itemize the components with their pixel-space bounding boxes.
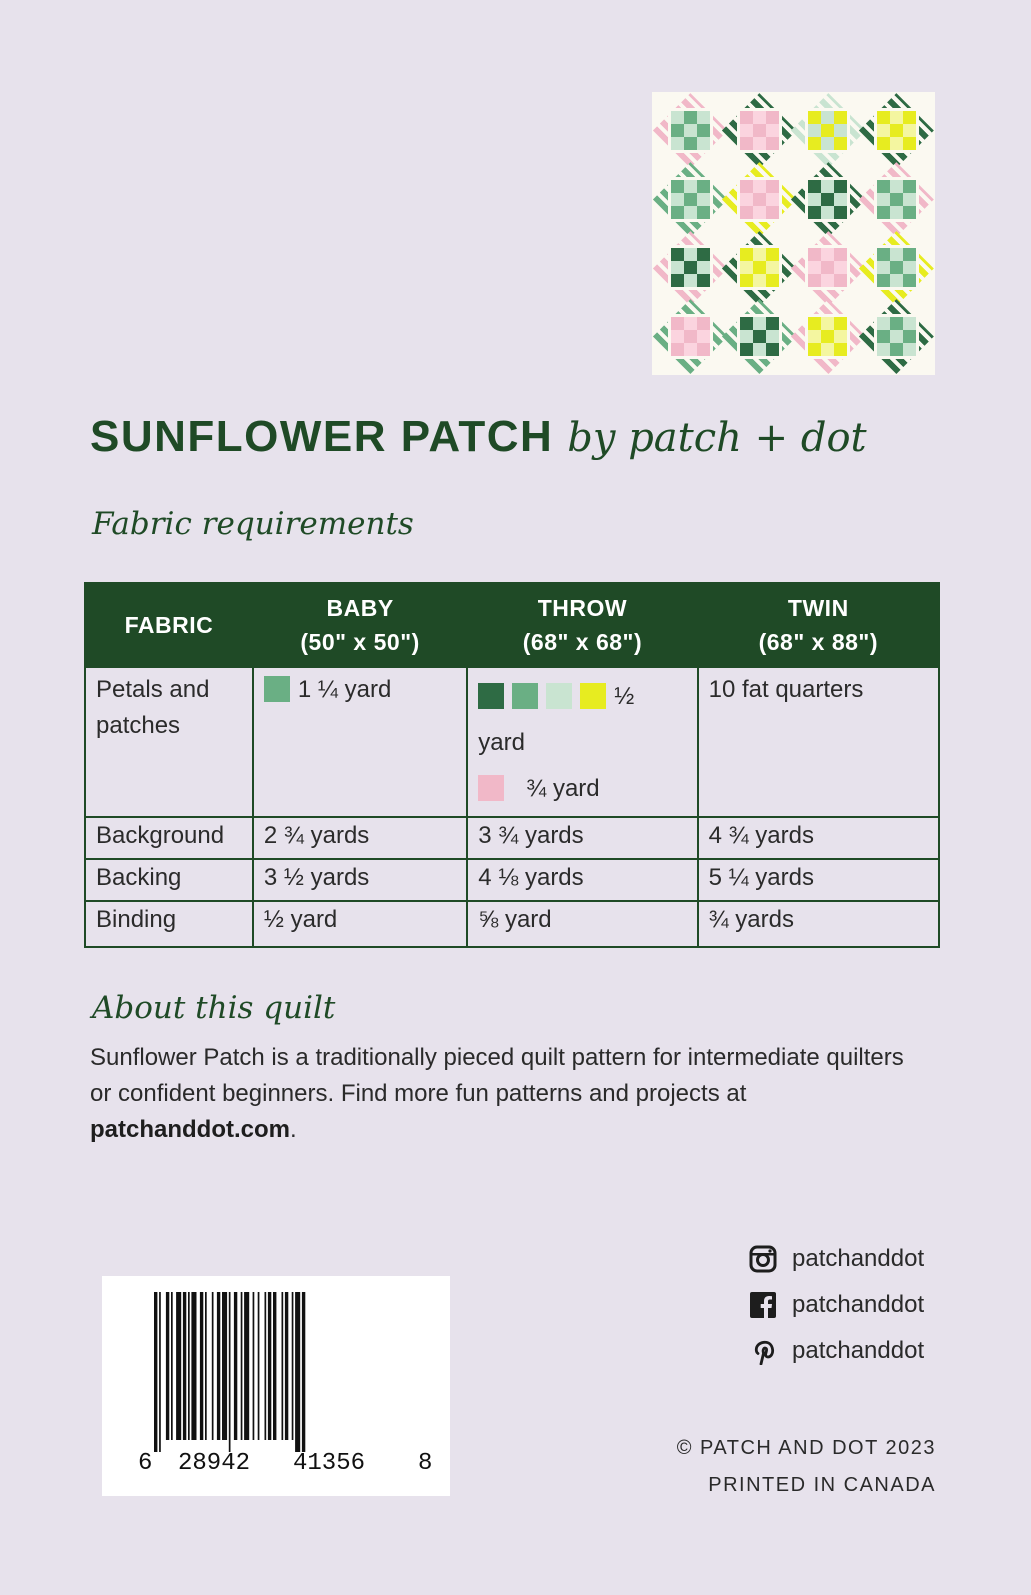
facebook-icon <box>748 1290 778 1320</box>
quilt-block-center <box>737 245 782 290</box>
about-heading: About this quilt <box>92 990 336 1026</box>
swatch-mid-green <box>264 676 290 702</box>
barcode <box>102 1276 450 1496</box>
barcode-bars <box>154 1292 404 1452</box>
quilt-block-center <box>668 177 713 222</box>
row-label: Binding <box>85 901 253 947</box>
website-link[interactable]: patchanddot.com <box>90 1116 291 1143</box>
swatch-mid-green <box>512 683 538 709</box>
quilt-block <box>727 236 792 301</box>
about-body: Sunflower Patch is a traditionally pieced quilt pattern for intermediate quilters or confident beginners. Find more fun patterns and projects at <box>90 1044 904 1107</box>
barcode-bar <box>159 1292 161 1452</box>
instagram-icon <box>748 1244 778 1274</box>
cell-baby-petals: 1 ¼ yard <box>253 667 467 817</box>
quilt-block <box>864 167 929 232</box>
facebook-handle: patchanddot <box>792 1291 925 1318</box>
quilt-block-center <box>668 108 713 153</box>
table-row <box>85 901 939 947</box>
pinterest-handle: patchanddot <box>792 1337 925 1364</box>
row-label: Backing <box>85 859 253 901</box>
quilt-block <box>727 167 792 232</box>
barcode-bar <box>292 1292 294 1440</box>
barcode-bar <box>154 1292 157 1452</box>
cell-throw: 3 ¾ yards <box>467 817 697 859</box>
footer <box>677 1430 936 1504</box>
barcode-bar <box>282 1292 284 1440</box>
fabric-requirements-heading: Fabric requirements <box>92 506 414 542</box>
barcode-digit-group: 28942 <box>178 1450 251 1477</box>
swatch-pink <box>478 775 504 801</box>
barcode-bar <box>302 1292 305 1452</box>
barcode-bar <box>212 1292 214 1440</box>
quilt-block <box>864 236 929 301</box>
barcode-digit-group: 6 <box>138 1450 153 1477</box>
barcode-digits <box>138 1450 438 1480</box>
fabric-requirements-table <box>84 582 940 948</box>
quilt-block-center <box>668 245 713 290</box>
social-instagram[interactable] <box>748 1236 924 1282</box>
quilt-block-center <box>737 177 782 222</box>
barcode-bar <box>241 1292 243 1440</box>
quilt-block <box>658 167 723 232</box>
cell-twin-petals: 10 fat quarters <box>698 667 939 817</box>
quilt-cover-illustration <box>652 92 935 375</box>
quilt-block <box>864 304 929 369</box>
quilt-block <box>796 98 861 163</box>
about-description: Sunflower Patch is a traditionally pieced quilt pattern for intermediate quilters or confident beginners. Find more fun patterns and projects at patchanddot.com. <box>90 1044 904 1143</box>
pinterest-icon <box>748 1336 778 1366</box>
header-baby: BABY (50" x 50") <box>253 583 467 667</box>
barcode-bar <box>273 1292 276 1440</box>
quilt-block <box>796 167 861 232</box>
header-throw: THROW (68" x 68") <box>467 583 697 667</box>
quilt-block-center <box>737 108 782 153</box>
barcode-bar <box>171 1292 173 1440</box>
social-facebook[interactable] <box>748 1282 924 1328</box>
instagram-handle: patchanddot <box>792 1245 925 1272</box>
pattern-name: SUNFLOWER PATCH <box>90 412 554 461</box>
barcode-bar <box>234 1292 237 1440</box>
barcode-bar <box>253 1292 255 1440</box>
barcode-bar <box>265 1292 267 1440</box>
barcode-bar <box>205 1292 207 1440</box>
designer-byline: by patch + dot <box>567 415 867 461</box>
swatch-dark-green <box>478 683 504 709</box>
header-fabric: FABRIC <box>85 583 253 667</box>
cell-twin: 4 ¾ yards <box>698 817 939 859</box>
barcode-bar <box>200 1292 203 1440</box>
quilt-block-center <box>805 108 850 153</box>
copyright-text: © PATCH AND DOT 2023 <box>676 1437 936 1459</box>
pattern-title <box>90 412 867 462</box>
quilt-block-center <box>805 177 850 222</box>
quilt-block-center <box>874 245 919 290</box>
table-row-petals <box>85 667 939 817</box>
barcode-bar <box>295 1292 300 1452</box>
quilt-block-center <box>805 245 850 290</box>
header-twin: TWIN (68" x 88") <box>698 583 939 667</box>
barcode-digit-group: 41356 <box>293 1450 366 1477</box>
cell-baby: 3 ½ yards <box>253 859 467 901</box>
quilt-block <box>658 98 723 163</box>
swatch-light-green <box>546 683 572 709</box>
quilt-block-center <box>668 314 713 359</box>
barcode-bar <box>183 1292 186 1440</box>
cell-throw-petals: ½ yard ¾ yard <box>467 667 697 817</box>
barcode-bar <box>268 1292 271 1440</box>
quilt-block <box>727 98 792 163</box>
table-row <box>85 817 939 859</box>
barcode-bar <box>229 1292 231 1452</box>
table-header-row <box>85 583 939 667</box>
barcode-bar <box>285 1292 288 1440</box>
table-row <box>85 859 939 901</box>
barcode-bar <box>176 1292 181 1440</box>
quilt-block <box>864 98 929 163</box>
quilt-block <box>796 236 861 301</box>
barcode-bar <box>188 1292 190 1440</box>
social-pinterest[interactable] <box>748 1328 924 1374</box>
cell-baby: 2 ¾ yards <box>253 817 467 859</box>
row-label: Background <box>85 817 253 859</box>
swatch-yellow <box>580 683 606 709</box>
quilt-block-center <box>874 108 919 153</box>
printed-in-text: PRINTED IN CANADA <box>708 1474 936 1496</box>
quilt-block <box>727 304 792 369</box>
quilt-block <box>658 304 723 369</box>
quilt-block-center <box>737 314 782 359</box>
cell-throw: 4 ⅛ yards <box>467 859 697 901</box>
cell-twin: ¾ yards <box>698 901 939 947</box>
cell-twin: 5 ¼ yards <box>698 859 939 901</box>
barcode-digit-group: 8 <box>418 1450 433 1477</box>
barcode-bar <box>258 1292 260 1440</box>
quilt-block-center <box>805 314 850 359</box>
barcode-bar <box>244 1292 249 1440</box>
cell-throw: ⅝ yard <box>467 901 697 947</box>
quilt-block <box>658 236 723 301</box>
barcode-bar <box>191 1292 196 1440</box>
quilt-block <box>796 304 861 369</box>
barcode-bar <box>217 1292 220 1440</box>
barcode-bar <box>166 1292 169 1440</box>
quilt-block-center <box>874 314 919 359</box>
quilt-block-center <box>874 177 919 222</box>
cell-baby: ½ yard <box>253 901 467 947</box>
social-links <box>748 1236 924 1374</box>
row-label: Petals and patches <box>85 667 253 817</box>
barcode-bar <box>222 1292 227 1440</box>
